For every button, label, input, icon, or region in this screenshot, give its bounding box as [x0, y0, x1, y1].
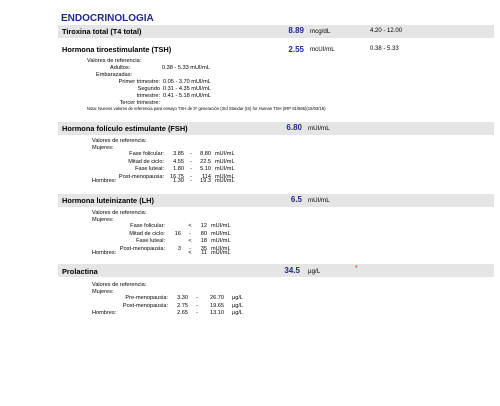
phase-high: 19.65 — [210, 302, 224, 309]
phase-low: 4.55 — [173, 158, 184, 165]
tsh-name: Hormona tiroestimulante (TSH) — [62, 45, 172, 54]
prl-name: Prolactina — [62, 267, 98, 276]
phase-dash: - — [196, 302, 198, 309]
prl-abnormal-flag: * — [355, 265, 358, 272]
fsh-value: 6.80 — [286, 123, 302, 132]
prl-hombres-row — [174, 310, 243, 316]
phase-high: 35 — [200, 245, 207, 252]
trimester-label: Primer trimestre: — [118, 79, 160, 85]
phase-low — [169, 238, 181, 246]
hombres-high: 19.3 — [200, 178, 211, 184]
section-title: ENDOCRINOLOGIA — [61, 13, 154, 24]
phase-low: 3.85 — [173, 151, 184, 157]
fsh-unit: mUI/mL — [308, 125, 330, 132]
hombres-low: 1.30 — [173, 178, 184, 184]
fsh-name: Hormona folículo estimulante (FSH) — [62, 124, 188, 133]
phase-low: 16 — [174, 230, 181, 237]
tsh-adultos-value: 0.38 - 5.33 mUI/mL — [162, 65, 210, 71]
phase-unit: µg/L — [232, 295, 243, 301]
phase-label: Fase folicular: — [130, 223, 165, 229]
phase-high: 22.5 — [200, 158, 211, 165]
phase-high: 8.80 — [200, 151, 211, 157]
phase-unit: µg/L — [232, 302, 243, 309]
hombres-unit: mUI/mL — [211, 250, 231, 256]
phase-low — [169, 223, 181, 231]
phase-low: 2.75 — [177, 302, 188, 309]
phase-high: 12 — [200, 223, 207, 229]
tsh-unit: mcUI/mL — [310, 46, 335, 53]
lh-hombres-row — [169, 250, 231, 256]
hombres-unit: mUI/mL — [215, 178, 235, 184]
lh-hombres-label: Hombres: — [92, 250, 117, 256]
phase-label: Fase luteal: — [136, 238, 165, 245]
lh-mujeres-label: Mujeres: — [92, 217, 114, 223]
lh-ref-label: Valores de referencia: — [92, 210, 147, 216]
fsh-ref-label: Valores de referencia: — [92, 138, 147, 144]
phase-dash: < — [188, 238, 192, 245]
lh-unit: mUI/mL — [308, 197, 330, 204]
t4-value: 8.89 — [288, 26, 304, 35]
prl-ref-label: Valores de referencia: — [92, 282, 147, 288]
phase-label: Post-menopausia: — [119, 245, 165, 252]
trimester-value: 0.05 - 3.70 mUI/mL — [163, 79, 211, 85]
phase-low: 3 — [177, 245, 181, 252]
hombres-dash: - — [196, 310, 198, 316]
phase-low: 1.80 — [173, 166, 184, 173]
phase-dash: - — [190, 173, 192, 180]
hombres-unit: µg/L — [232, 310, 243, 316]
phase-label: Mitad de ciclo: — [129, 230, 165, 237]
t4-unit: mcg/dL — [310, 28, 331, 35]
hombres-high: 11 — [201, 250, 207, 256]
phase-high: 5.10 — [200, 166, 211, 173]
t4-name: Tiroxina total (T4 total) — [62, 27, 142, 36]
phase-unit: mUI/mL — [215, 158, 235, 165]
phase-unit: mUI/mL — [215, 151, 235, 157]
t4-range: 4.20 - 12.00 — [370, 28, 403, 34]
phase-dash: - — [190, 158, 192, 165]
prl-unit: µg/L — [308, 268, 321, 275]
fsh-mujeres-label: Mujeres: — [92, 145, 114, 151]
hombres-dash: - — [190, 178, 192, 184]
phase-label: Post-menopausia: — [122, 302, 168, 309]
fsh-phase-list — [118, 151, 235, 181]
phase-dash: - — [190, 166, 192, 173]
phase-dash: - — [196, 295, 198, 301]
trimester-label: Tercer trimestre: — [119, 100, 160, 106]
phase-high: 114 — [202, 173, 211, 180]
fsh-hombres-row — [168, 178, 235, 184]
phase-dash: - — [189, 230, 191, 237]
tsh-trimester-list — [118, 79, 211, 107]
lh-phase-list — [117, 223, 231, 253]
prl-phase-list — [118, 295, 243, 310]
trimester-value: 0.31 - 4.35 mUI/mL — [163, 86, 211, 92]
tsh-adultos-label: Adultos: — [110, 65, 131, 71]
tsh-ref-label: Valores de referencia: — [87, 58, 142, 64]
phase-unit: mUI/mL — [211, 230, 231, 237]
phase-dash: - — [189, 245, 191, 252]
fsh-hombres-label: Hombres: — [92, 178, 117, 184]
tsh-value: 2.55 — [288, 45, 304, 54]
prl-mujeres-label: Mujeres: — [92, 289, 114, 295]
phase-high: 80 — [200, 230, 207, 237]
phase-low: 3.30 — [177, 295, 188, 301]
phase-unit: mUI/mL — [215, 166, 235, 173]
phase-label: Post-menopausia: — [118, 173, 164, 180]
phase-label: Fase folicular: — [129, 151, 164, 157]
phase-label: Fase luteal: — [135, 166, 164, 173]
hombres-high: 13.10 — [210, 310, 224, 316]
hombres-dash: < — [188, 250, 192, 256]
phase-unit: mUI/mL — [211, 223, 231, 229]
phase-label: Mitad de ciclo: — [128, 158, 164, 165]
phase-dash: - — [190, 151, 192, 157]
prl-hombres-label: Hombres: — [92, 310, 117, 316]
prl-value: 34.5 — [284, 266, 300, 275]
tsh-note: Nota: Nuevos valores de referencia para ensayo TSH de 3º generación (3rd Standar (IS) for Human TSH (IRP 81/565)(15/03/16) — [87, 106, 326, 111]
phase-label: Pre-menopausia: — [125, 295, 168, 301]
phase-low: 16.75 — [170, 173, 184, 180]
lh-value: 6.5 — [290, 195, 302, 204]
tsh-range: 0.38 - 5.33 — [370, 46, 399, 52]
hombres-low — [169, 250, 181, 256]
lh-name: Hormona luteinizante (LH) — [62, 196, 154, 205]
trimester-label: Segundo trimestre: — [136, 86, 160, 99]
phase-unit: mUI/mL — [211, 238, 231, 245]
phase-high: 26.70 — [210, 295, 224, 301]
hombres-low: 2.65 — [177, 310, 188, 316]
phase-dash: < — [188, 223, 192, 229]
trimester-value: 0.41 - 5.18 mUI/mL — [163, 93, 211, 99]
tsh-embarazadas-label: Embarazadas: — [96, 72, 133, 78]
phase-unit: mUI/mL — [211, 245, 231, 252]
phase-unit: mUI/mL — [215, 173, 235, 180]
phase-high: 18 — [200, 238, 207, 245]
